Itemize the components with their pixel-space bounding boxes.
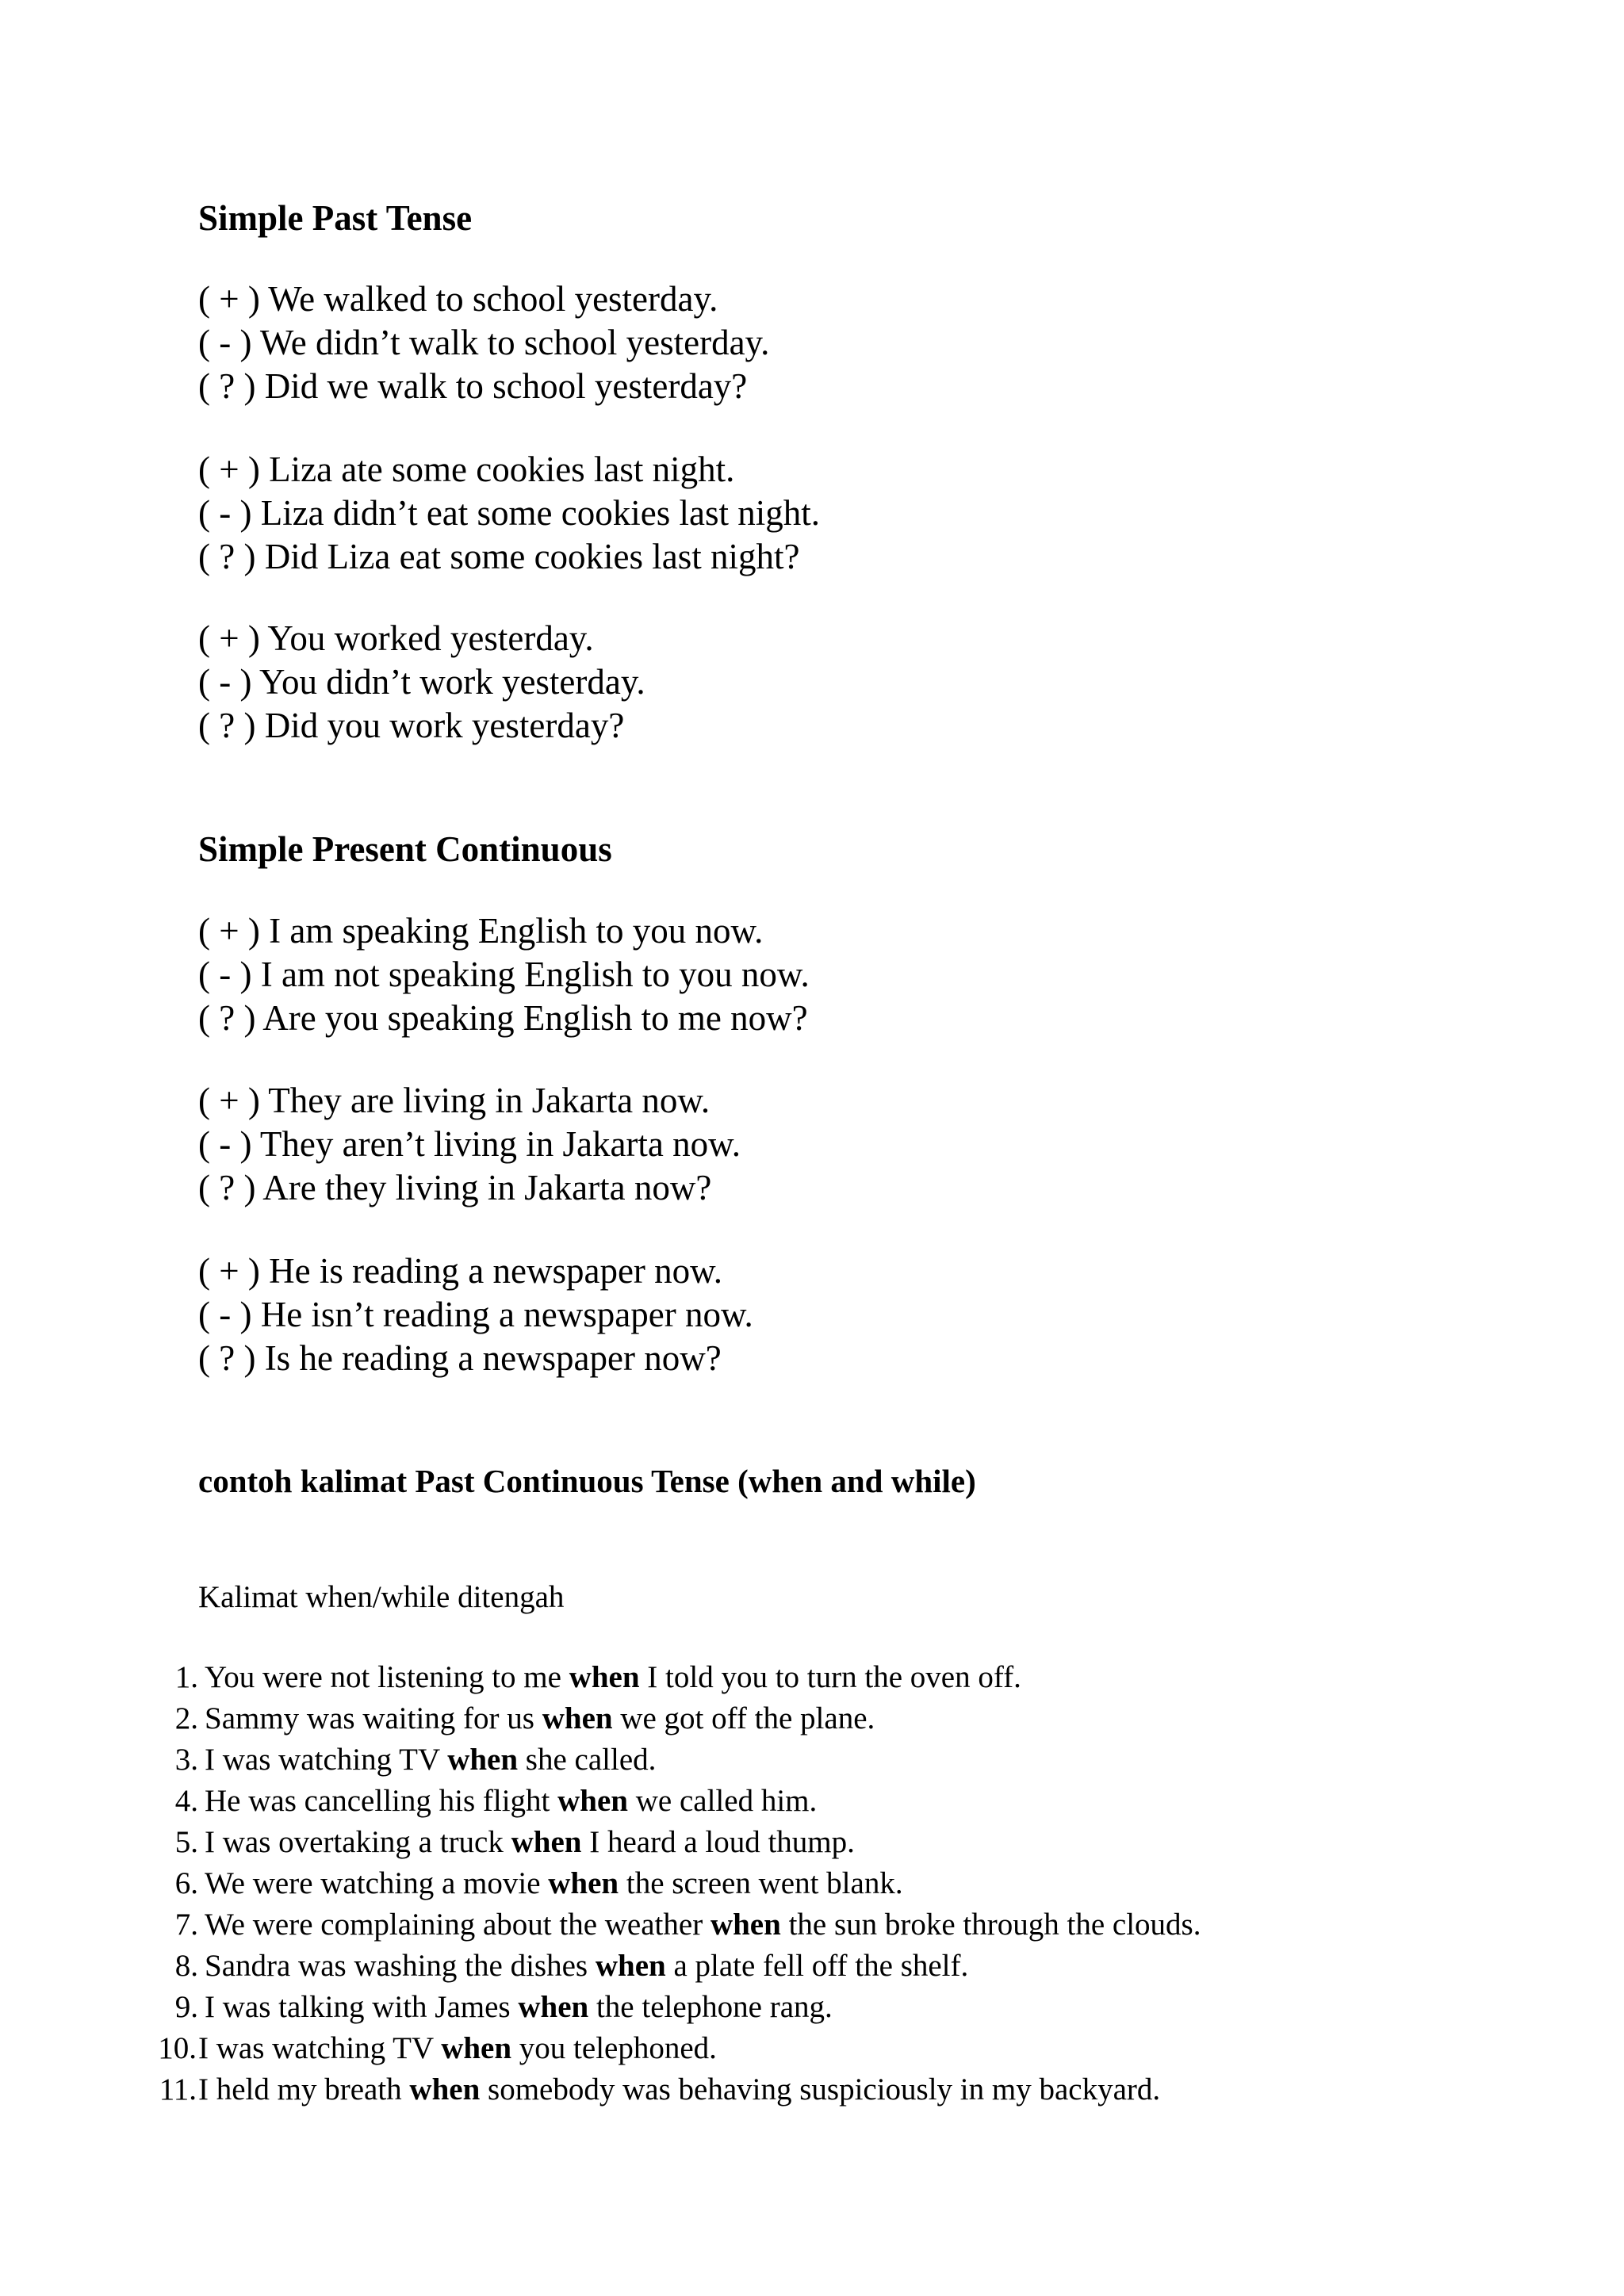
list-item: 6. We were watching a movie when the screen went blank. bbox=[174, 1866, 903, 1900]
negative-sentence: ( - ) They aren’t living in Jakarta now. bbox=[198, 1124, 741, 1164]
positive-sentence: ( + ) We walked to school yesterday. bbox=[198, 279, 718, 319]
positive-sentence: ( + ) They are living in Jakarta now. bbox=[198, 1081, 710, 1120]
keyword: when bbox=[569, 1660, 640, 1694]
question-sentence: ( ? ) Is he reading a newspaper now? bbox=[198, 1338, 722, 1378]
example-group-past-3 bbox=[198, 617, 645, 748]
example-group-past-2 bbox=[198, 448, 820, 579]
list-item: 10. I was watching TV when you telephoned. bbox=[158, 2031, 717, 2065]
example-group-present-1 bbox=[198, 909, 810, 1040]
keyword: when bbox=[409, 2072, 481, 2107]
list-item: 7. We were complaining about the weather when the sun broke through the clouds. bbox=[174, 1908, 1201, 1942]
list-item: 5. I was overtaking a truck when I heard a loud thump. bbox=[174, 1825, 855, 1859]
negative-sentence: ( - ) You didn’t work yesterday. bbox=[198, 662, 645, 702]
positive-sentence: ( + ) Liza ate some cookies last night. bbox=[198, 450, 735, 489]
keyword: when bbox=[518, 1990, 589, 2024]
negative-sentence: ( - ) I am not speaking English to you now. bbox=[198, 955, 810, 994]
keyword: when bbox=[447, 1743, 519, 1777]
list-item: 4. He was cancelling his flight when we called him. bbox=[174, 1784, 818, 1818]
keyword: when bbox=[511, 1825, 582, 1859]
example-sentence-list bbox=[143, 1657, 1201, 2110]
negative-sentence: ( - ) We didn’t walk to school yesterday. bbox=[198, 323, 770, 362]
list-item: 11. I held my breath when somebody was behaving suspiciously in my backyard. bbox=[159, 2072, 1161, 2107]
positive-sentence: ( + ) You worked yesterday. bbox=[198, 618, 594, 658]
list-item: 3. I was watching TV when she called. bbox=[174, 1743, 657, 1777]
list-item: 8. Sandra was washing the dishes when a plate fell off the shelf. bbox=[174, 1949, 969, 1983]
positive-sentence: ( + ) He is reading a newspaper now. bbox=[198, 1251, 722, 1291]
keyword: when bbox=[441, 2031, 512, 2065]
example-group-past-1 bbox=[198, 277, 769, 408]
example-group-present-2 bbox=[198, 1079, 741, 1210]
keyword: when bbox=[710, 1908, 781, 1942]
list-item: 9. I was talking with James when the telephone rang. bbox=[174, 1990, 833, 2024]
section-title-past-continuous: contoh kalimat Past Continuous Tense (when and while) bbox=[198, 1463, 976, 1499]
question-sentence: ( ? ) Are you speaking English to me now? bbox=[198, 998, 808, 1038]
keyword: when bbox=[557, 1784, 628, 1818]
keyword: when bbox=[595, 1949, 666, 1983]
section-title-simple-past: Simple Past Tense bbox=[198, 198, 473, 238]
keyword: when bbox=[542, 1701, 613, 1735]
question-sentence: ( ? ) Did Liza eat some cookies last night? bbox=[198, 537, 800, 576]
question-sentence: ( ? ) Did we walk to school yesterday? bbox=[198, 366, 748, 406]
example-group-present-3 bbox=[198, 1249, 753, 1380]
keyword: when bbox=[548, 1866, 619, 1900]
subsection-label: Kalimat when/while ditengah bbox=[198, 1580, 565, 1614]
section-title-present-continuous: Simple Present Continuous bbox=[198, 829, 612, 869]
negative-sentence: ( - ) Liza didn’t eat some cookies last night. bbox=[198, 493, 820, 533]
list-item: 1. You were not listening to me when I told you to turn the oven off. bbox=[174, 1660, 1021, 1694]
question-sentence: ( ? ) Did you work yesterday? bbox=[198, 706, 625, 745]
negative-sentence: ( - ) He isn’t reading a newspaper now. bbox=[198, 1295, 753, 1334]
positive-sentence: ( + ) I am speaking English to you now. bbox=[198, 911, 764, 951]
list-item: 2. Sammy was waiting for us when we got off the plane. bbox=[174, 1701, 875, 1735]
question-sentence: ( ? ) Are they living in Jakarta now? bbox=[198, 1168, 712, 1207]
